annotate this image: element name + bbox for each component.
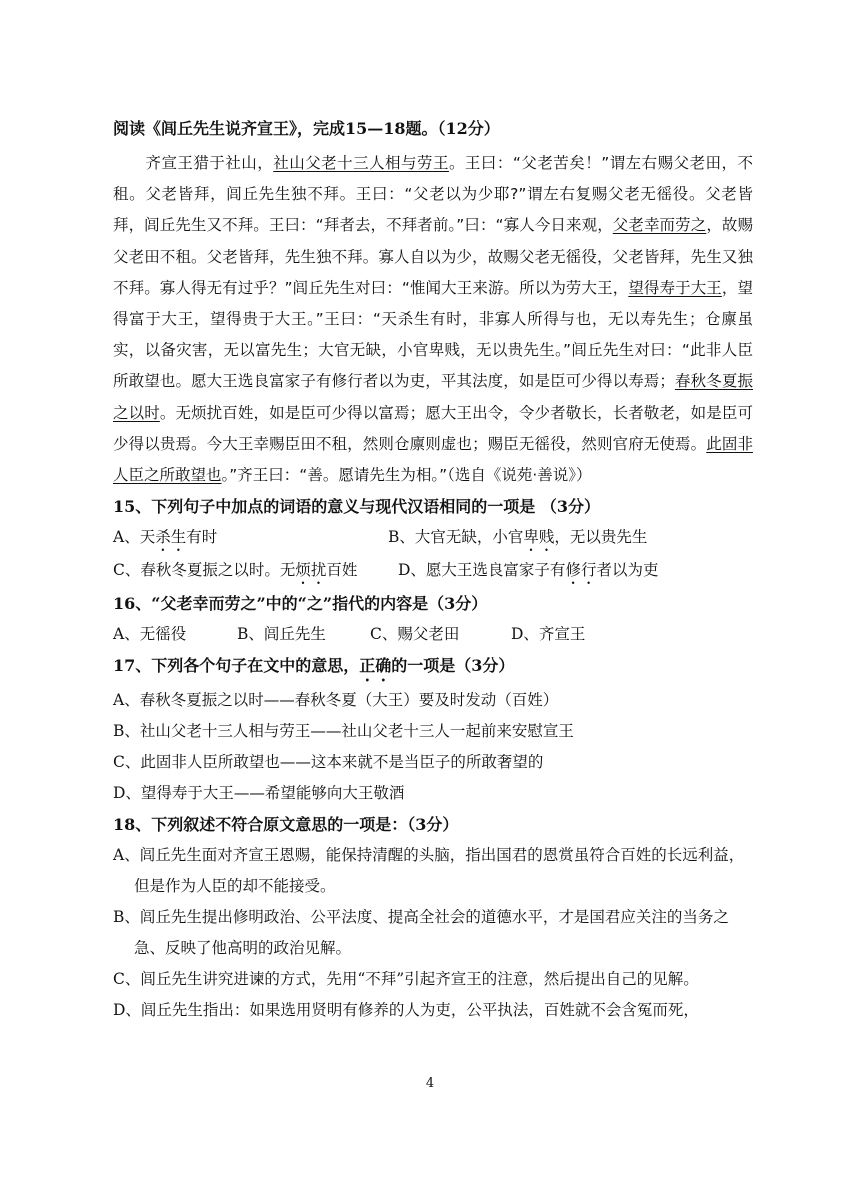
dotted-word: 杀生 — [155, 528, 187, 547]
option-text: A、天 — [113, 528, 156, 547]
q18-option-d: D、闾丘先生指出：如果选用贤明有修养的人为吏，公平执法，百姓就不会含冤而死， — [113, 1001, 699, 1020]
question-18-stem: 18、下列叙述不符合原文意思的一项是：（3分） — [113, 815, 459, 835]
q16-option-a: A、无徭役 — [113, 625, 187, 644]
stem-text: 17、下列各个句子在文中的意思， — [113, 656, 360, 676]
q15-option-b — [388, 522, 647, 555]
passage-text: 。”齐王曰：“善。愿请先生为相。”（选自《说苑·善说》） — [221, 466, 592, 485]
option-text: 有时 — [186, 528, 218, 547]
underlined-phrase: 社山父老十三人相与劳王 — [273, 154, 449, 172]
passage-text: ，望得富于大王，望得贵于大王。”王曰：“天杀生有时，非寡人所得与也，无以寿先生；仓廪虽实，以备灾害，无以富先生；大官无缺，小官卑贱，无以贵先生。”闾丘先生对曰：“此非人臣所敢望也。愿大王选良富家子有修行者以为吏，平其法度，如是臣可少得以寿焉； — [113, 278, 753, 391]
q18-option-b: B、闾丘先生提出修明政治、公平法度、提高全社会的道德水平，才是国君应关注的当务之急、反映了他高明的政治见解。 — [113, 908, 729, 958]
option-text: 百姓 — [326, 561, 358, 580]
dotted-word: 修行 — [565, 561, 597, 580]
question-15-stem: 15、下列句子中加点的词语的意义与现代汉语相同的一项是 （3分） — [113, 497, 600, 517]
passage-text: ，故赐父老田不租。父老皆拜，先生独不拜。寡人自以为少，故赐父老无徭役，父老皆拜，先生又独不拜。寡人得无有过乎？”闾丘先生对曰：“惟闻大王来游。所以为劳大王， — [113, 216, 753, 297]
underlined-phrase: 望得寿于大王 — [628, 278, 722, 297]
underlined-phrase: 春秋冬夏振之以时 — [113, 372, 753, 422]
page-number: 4 — [425, 1076, 435, 1091]
section-heading: 阅读《闾丘先生说齐宣王》，完成15—18题。（12分） — [113, 119, 500, 138]
q15-option-a — [113, 522, 388, 555]
option-text: ，无以贵先生 — [554, 528, 648, 547]
underlined-phrase: 父老幸而劳之 — [612, 216, 707, 235]
q18-option-a: A、闾丘先生面对齐宣王恩赐，能保持清醒的头脑，指出国君的恩赏虽符合百姓的长远利益，但是作为人臣的却不能接受。 — [113, 846, 745, 896]
question-15-options-row1 — [113, 522, 753, 555]
passage-text: 。无烦扰百姓，如是臣可少得以富焉；愿大王出令，令少者敬长，长者敬老，如是臣可少得以贵焉。今大王幸赐臣田不租，然则仓廪则虚也；赐臣无徭役，然则官府无使焉。 — [113, 403, 753, 453]
question-16-options — [113, 619, 753, 650]
passage-text: 。王曰：“父老苦矣！”谓左右赐父老田，不租。父老皆拜，闾丘先生独不拜。王曰：“父老以为少耶?”谓左右复赐父老无徭役。父老皆拜，闾丘先生又不拜。王曰：“拜者去，不拜者前。”曰：“寡人今日来观， — [113, 154, 753, 235]
question-16-stem: 16、“父老幸而劳之”中的“之”指代的内容是（3分） — [113, 594, 488, 614]
option-text: D、愿大王选良富家子有 — [398, 561, 566, 580]
stem-text: 的一项是（3分） — [391, 656, 515, 676]
dotted-word: 卑贱 — [523, 528, 555, 547]
option-text: 者以为吏 — [596, 561, 659, 580]
underlined-phrase: 此固非人臣之所敢望也 — [113, 434, 753, 485]
option-text: C、春秋冬夏振之以时。无 — [113, 561, 296, 580]
q15-option-d — [398, 555, 658, 588]
q18-option-c: C、闾丘先生讲究进谏的方式，先用“不拜”引起齐宣王的注意，然后提出自己的见解。 — [113, 970, 699, 989]
dotted-word: 正确 — [359, 656, 392, 676]
question-17-stem — [113, 650, 753, 685]
dotted-word: 烦扰 — [295, 561, 327, 580]
option-text: B、大官无缺，小官 — [388, 528, 524, 547]
passage-text: 齐宣王猎于社山， — [145, 154, 274, 172]
q17-option-a: A、春秋冬夏振之以时——春秋冬夏（大王）要及时发动（百姓） — [113, 691, 559, 710]
q16-option-b: B、闾丘先生 — [237, 625, 326, 644]
q16-option-c: C、赐父老田 — [370, 625, 460, 644]
page-content — [113, 118, 753, 1026]
classical-passage — [113, 148, 753, 491]
question-15-options-row2 — [113, 555, 753, 588]
q15-option-c — [113, 555, 398, 588]
q17-option-b: B、社山父老十三人相与劳王——社山父老十三人一起前来安慰宣王 — [113, 722, 574, 741]
q17-option-d: D、望得寿于大王——希望能够向大王敬酒 — [113, 784, 405, 803]
q17-option-c: C、此固非人臣所敢望也——这本来就不是当臣子的所敢奢望的 — [113, 753, 544, 772]
q16-option-d: D、齐宣王 — [511, 625, 586, 644]
